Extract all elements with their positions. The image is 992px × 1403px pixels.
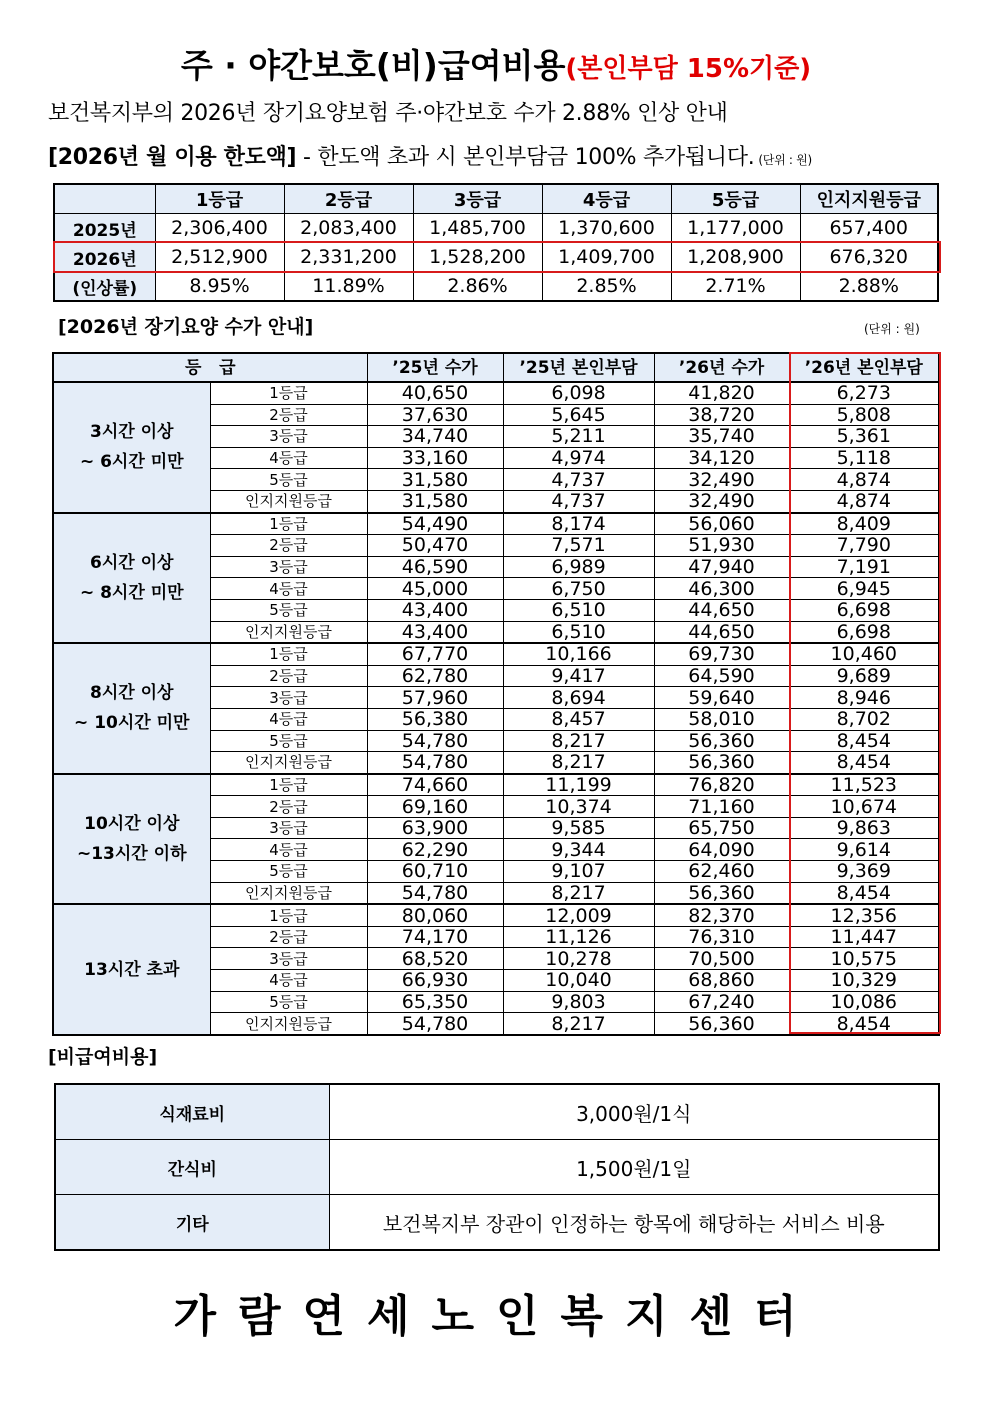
nonpay-table	[54, 1083, 940, 1251]
fee-cell: 57,960	[367, 687, 503, 709]
limit-column-header: 인지지원등급	[800, 184, 938, 214]
fee-cell: 6,989	[503, 556, 654, 578]
duration-line2: ~ 8시간 미만	[79, 582, 184, 603]
fee-cell: 10,278	[503, 948, 654, 970]
duration-group-label	[53, 382, 210, 513]
fee-cell: 5,645	[503, 404, 654, 426]
monthly-limit-table	[53, 183, 939, 302]
fee-row	[53, 643, 939, 665]
grade-label: 3등급	[210, 817, 367, 839]
duration-line1: 6시간 이상	[90, 552, 174, 573]
fee-cell: 65,750	[654, 817, 789, 839]
fee-cell: 10,460	[789, 643, 939, 665]
fee-cell: 6,945	[789, 578, 939, 600]
fee-cell: 82,370	[654, 904, 789, 926]
limit-cell: 2.88%	[800, 272, 938, 302]
fee-cell: 33,160	[367, 447, 503, 469]
fee-cell: 10,674	[789, 796, 939, 818]
limit-cell: 676,320	[800, 243, 938, 272]
fee-cell: 44,650	[654, 599, 789, 621]
fee-cell: 41,820	[654, 382, 789, 404]
fee-cell: 34,740	[367, 426, 503, 448]
title-main: 주 · 야간보호(비)급여비용	[180, 46, 566, 85]
fee-row	[53, 382, 939, 404]
limit-row	[54, 214, 938, 243]
fee-cell: 60,710	[367, 861, 503, 883]
duration-group-label	[53, 643, 210, 774]
fee-cell: 68,860	[654, 970, 789, 992]
limit-cell: 1,528,200	[413, 243, 542, 272]
notice-text: 보건복지부의 2026년 장기요양보험 주·야간보호 수가 2.88% 인상 안내	[48, 101, 728, 126]
fee-column-header: ’26년 수가	[654, 353, 789, 382]
nonpay-label: 간식비	[55, 1140, 329, 1195]
duration-line1: 8시간 이상	[90, 683, 174, 704]
fee-cell: 54,780	[367, 882, 503, 904]
limit-text: - 한도액 초과 시 본인부담금 100% 추가됩니다.	[296, 145, 755, 170]
grade-label: 3등급	[210, 948, 367, 970]
fee-cell: 62,460	[654, 861, 789, 883]
fee-cell: 5,361	[789, 426, 939, 448]
limit-cell: 1,409,700	[542, 243, 671, 272]
duration-line1: 3시간 이상	[90, 422, 174, 443]
title-note: (본인부담 15%기준)	[565, 54, 812, 84]
fee-row	[53, 904, 939, 926]
grade-label: 1등급	[210, 774, 367, 796]
grade-label: 2등급	[210, 665, 367, 687]
fee-row	[53, 513, 939, 535]
limit-row-label: 2026년	[54, 243, 155, 272]
limit-unit: (단위 : 원)	[758, 153, 812, 167]
fee-cell: 70,500	[654, 948, 789, 970]
fee-unit: (단위 : 원)	[864, 322, 920, 336]
limit-row	[54, 243, 938, 272]
fee-cell: 80,060	[367, 904, 503, 926]
nonpay-row	[55, 1140, 939, 1195]
fee-cell: 4,737	[503, 490, 654, 512]
fee-cell: 4,737	[503, 469, 654, 491]
fee-cell: 11,447	[789, 926, 939, 948]
fee-cell: 8,702	[789, 708, 939, 730]
fee-cell: 5,118	[789, 447, 939, 469]
limit-column-header: 5등급	[671, 184, 800, 214]
fee-cell: 9,863	[789, 817, 939, 839]
duration-line1: 13시간 초과	[84, 959, 180, 980]
grade-label: 4등급	[210, 578, 367, 600]
fee-cell: 69,160	[367, 796, 503, 818]
fee-cell: 54,780	[367, 1013, 503, 1035]
nonpay-label: 식재료비	[55, 1084, 329, 1140]
fee-cell: 10,374	[503, 796, 654, 818]
fee-cell: 76,820	[654, 774, 789, 796]
fee-cell: 9,614	[789, 839, 939, 861]
fee-cell: 32,490	[654, 490, 789, 512]
fee-cell: 56,360	[654, 730, 789, 752]
limit-row	[54, 272, 938, 302]
fee-cell: 40,650	[367, 382, 503, 404]
fee-cell: 69,730	[654, 643, 789, 665]
fee-cell: 6,098	[503, 382, 654, 404]
fee-column-header: ’25년 수가	[367, 353, 503, 382]
fee-table	[52, 352, 940, 1036]
fee-cell: 34,120	[654, 447, 789, 469]
nonpay-value: 3,000원/1식	[329, 1084, 939, 1140]
fee-cell: 54,780	[367, 752, 503, 774]
nonpay-row	[55, 1084, 939, 1140]
grade-label: 4등급	[210, 970, 367, 992]
fee-cell: 8,217	[503, 752, 654, 774]
limit-cell: 1,485,700	[413, 214, 542, 243]
fee-cell: 6,510	[503, 599, 654, 621]
fee-cell: 74,170	[367, 926, 503, 948]
fee-cell: 7,790	[789, 535, 939, 557]
limit-cell: 2.86%	[413, 272, 542, 302]
fee-cell: 8,174	[503, 513, 654, 535]
limit-cell: 11.89%	[284, 272, 413, 302]
fee-cell: 31,580	[367, 469, 503, 491]
fee-cell: 56,060	[654, 513, 789, 535]
fee-cell: 8,454	[789, 752, 939, 774]
fee-cell: 10,040	[503, 970, 654, 992]
fee-cell: 59,640	[654, 687, 789, 709]
fee-cell: 37,630	[367, 404, 503, 426]
limit-header-row	[54, 184, 938, 214]
fee-cell: 31,580	[367, 490, 503, 512]
fee-cell: 7,191	[789, 556, 939, 578]
fee-cell: 4,974	[503, 447, 654, 469]
limit-cell: 8.95%	[155, 272, 284, 302]
fee-cell: 9,803	[503, 991, 654, 1013]
fee-cell: 4,874	[789, 469, 939, 491]
fee-cell: 62,780	[367, 665, 503, 687]
fee-cell: 51,930	[654, 535, 789, 557]
fee-cell: 62,290	[367, 839, 503, 861]
limit-row-label: (인상률)	[54, 272, 155, 302]
limit-cell: 1,208,900	[671, 243, 800, 272]
fee-cell: 65,350	[367, 991, 503, 1013]
fee-header-row	[53, 353, 939, 382]
limit-cell: 2.71%	[671, 272, 800, 302]
grade-label: 2등급	[210, 926, 367, 948]
fee-column-header: ’25년 본인부담	[503, 353, 654, 382]
fee-cell: 76,310	[654, 926, 789, 948]
fee-cell: 8,409	[789, 513, 939, 535]
fee-cell: 43,400	[367, 599, 503, 621]
fee-cell: 50,470	[367, 535, 503, 557]
limit-cell: 2.85%	[542, 272, 671, 302]
grade-label: 2등급	[210, 796, 367, 818]
fee-cell: 12,009	[503, 904, 654, 926]
fee-cell: 43,400	[367, 621, 503, 643]
fee-cell: 8,217	[503, 730, 654, 752]
fee-cell: 44,650	[654, 621, 789, 643]
duration-line2: ~ 6시간 미만	[79, 452, 184, 473]
fee-cell: 10,575	[789, 948, 939, 970]
fee-cell: 56,360	[654, 1013, 789, 1035]
fee-cell: 46,590	[367, 556, 503, 578]
limit-label: [2026년 월 이용 한도액]	[48, 145, 297, 170]
fee-cell: 8,217	[503, 882, 654, 904]
fee-cell: 64,590	[654, 665, 789, 687]
fee-cell: 67,240	[654, 991, 789, 1013]
grade-label: 5등급	[210, 469, 367, 491]
grade-label: 1등급	[210, 643, 367, 665]
limit-heading	[48, 140, 812, 171]
grade-label: 2등급	[210, 535, 367, 557]
grade-label: 3등급	[210, 556, 367, 578]
fee-cell: 9,344	[503, 839, 654, 861]
fee-cell: 56,380	[367, 708, 503, 730]
grade-label: 4등급	[210, 839, 367, 861]
fee-column-header: ’26년 본인부담	[789, 353, 939, 382]
fee-cell: 8,694	[503, 687, 654, 709]
limit-cell: 2,306,400	[155, 214, 284, 243]
grade-label: 5등급	[210, 861, 367, 883]
fee-row	[53, 774, 939, 796]
fee-cell: 64,090	[654, 839, 789, 861]
nonpay-section-title: [비급여비용]	[48, 1046, 158, 1068]
nonpay-value: 보건복지부 장관이 인정하는 항목에 해당하는 서비스 비용	[329, 1195, 939, 1251]
grade-label: 3등급	[210, 426, 367, 448]
fee-column-header-grade: 등 급	[53, 353, 367, 382]
fee-cell: 9,107	[503, 861, 654, 883]
fee-cell: 8,217	[503, 1013, 654, 1035]
limit-column-header: 2등급	[284, 184, 413, 214]
fee-section-title: [2026년 장기요양 수가 안내]	[58, 316, 314, 338]
fee-cell: 10,166	[503, 643, 654, 665]
grade-label: 인지지원등급	[210, 752, 367, 774]
fee-cell: 46,300	[654, 578, 789, 600]
duration-line2: ~13시간 이하	[76, 843, 187, 864]
fee-cell: 9,417	[503, 665, 654, 687]
fee-cell: 6,750	[503, 578, 654, 600]
fee-cell: 10,086	[789, 991, 939, 1013]
fee-cell: 58,010	[654, 708, 789, 730]
fee-cell: 45,000	[367, 578, 503, 600]
duration-group-label	[53, 513, 210, 644]
fee-cell: 63,900	[367, 817, 503, 839]
grade-label: 4등급	[210, 708, 367, 730]
fee-cell: 54,490	[367, 513, 503, 535]
grade-label: 인지지원등급	[210, 1013, 367, 1035]
fee-cell: 10,329	[789, 970, 939, 992]
fee-cell: 11,523	[789, 774, 939, 796]
fee-cell: 54,780	[367, 730, 503, 752]
fee-cell: 9,369	[789, 861, 939, 883]
fee-cell: 56,360	[654, 882, 789, 904]
fee-cell: 8,946	[789, 687, 939, 709]
fee-cell: 6,698	[789, 621, 939, 643]
fee-cell: 8,454	[789, 882, 939, 904]
fee-cell: 35,740	[654, 426, 789, 448]
fee-cell: 6,273	[789, 382, 939, 404]
fee-cell: 12,356	[789, 904, 939, 926]
page-title	[0, 40, 992, 87]
fee-cell: 47,940	[654, 556, 789, 578]
fee-cell: 5,808	[789, 404, 939, 426]
grade-label: 5등급	[210, 991, 367, 1013]
fee-cell: 32,490	[654, 469, 789, 491]
fee-cell: 11,126	[503, 926, 654, 948]
limit-column-header: 4등급	[542, 184, 671, 214]
fee-cell: 9,689	[789, 665, 939, 687]
limit-column-header: 3등급	[413, 184, 542, 214]
duration-group-label	[53, 904, 210, 1035]
fee-cell: 6,510	[503, 621, 654, 643]
grade-label: 인지지원등급	[210, 882, 367, 904]
grade-label: 인지지원등급	[210, 490, 367, 512]
grade-label: 2등급	[210, 404, 367, 426]
limit-cell: 2,331,200	[284, 243, 413, 272]
fee-cell: 8,457	[503, 708, 654, 730]
fee-cell: 11,199	[503, 774, 654, 796]
limit-cell: 1,177,000	[671, 214, 800, 243]
nonpay-label: 기타	[55, 1195, 329, 1251]
grade-label: 1등급	[210, 382, 367, 404]
limit-cell: 2,083,400	[284, 214, 413, 243]
fee-cell: 6,698	[789, 599, 939, 621]
limit-column-header: 1등급	[155, 184, 284, 214]
grade-label: 5등급	[210, 730, 367, 752]
limit-cell: 657,400	[800, 214, 938, 243]
fee-cell: 67,770	[367, 643, 503, 665]
duration-line2: ~ 10시간 미만	[74, 713, 190, 734]
grade-label: 1등급	[210, 904, 367, 926]
grade-label: 인지지원등급	[210, 621, 367, 643]
duration-group-label	[53, 774, 210, 905]
fee-cell: 8,454	[789, 1013, 939, 1035]
grade-label: 3등급	[210, 687, 367, 709]
limit-cell: 1,370,600	[542, 214, 671, 243]
fee-cell: 68,520	[367, 948, 503, 970]
limit-row-label: 2025년	[54, 214, 155, 243]
limit-column-header	[54, 184, 155, 214]
fee-cell: 74,660	[367, 774, 503, 796]
fee-cell: 71,160	[654, 796, 789, 818]
nonpay-row	[55, 1195, 939, 1251]
nonpay-value: 1,500원/1일	[329, 1140, 939, 1195]
grade-label: 4등급	[210, 447, 367, 469]
fee-cell: 56,360	[654, 752, 789, 774]
fee-cell: 8,454	[789, 730, 939, 752]
grade-label: 5등급	[210, 599, 367, 621]
fee-cell: 38,720	[654, 404, 789, 426]
duration-line1: 10시간 이상	[84, 813, 180, 834]
fee-cell: 7,571	[503, 535, 654, 557]
limit-cell: 2,512,900	[155, 243, 284, 272]
fee-cell: 9,585	[503, 817, 654, 839]
grade-label: 1등급	[210, 513, 367, 535]
center-name: 가람연세노인복지센터	[173, 1291, 819, 1342]
fee-cell: 5,211	[503, 426, 654, 448]
fee-cell: 4,874	[789, 490, 939, 512]
fee-cell: 66,930	[367, 970, 503, 992]
